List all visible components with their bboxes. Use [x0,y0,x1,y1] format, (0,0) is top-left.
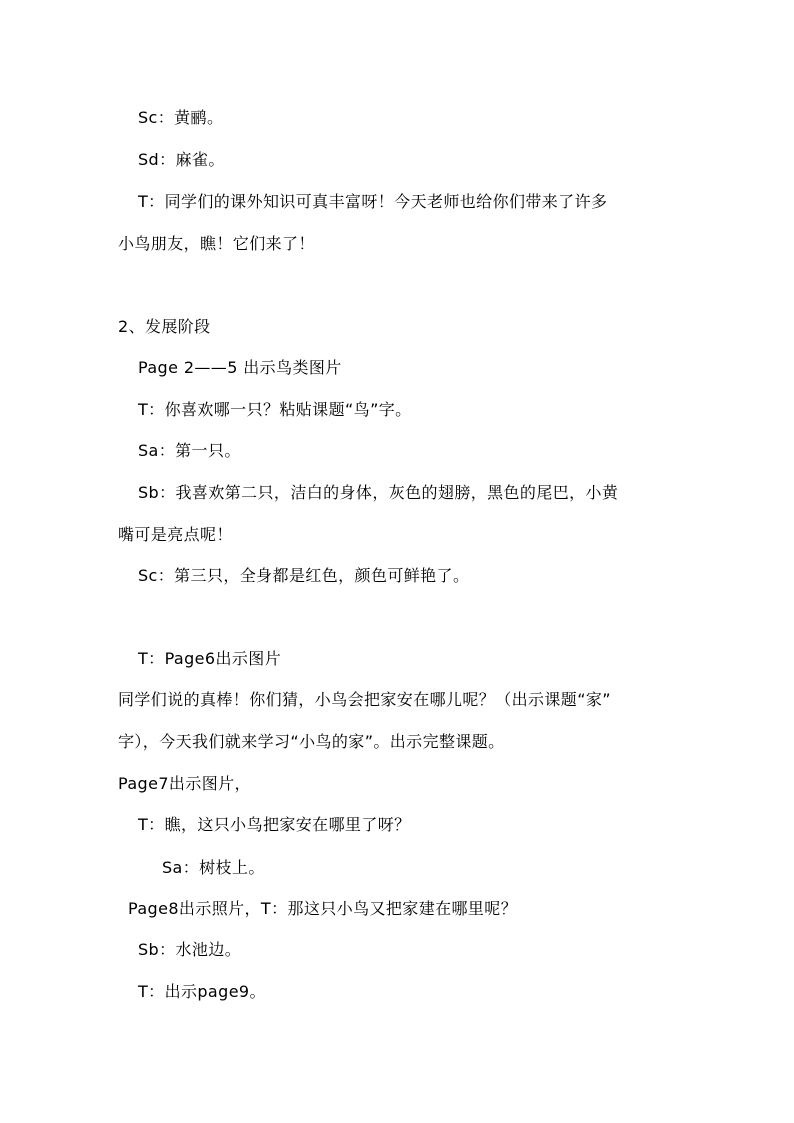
text-line-sa-branch: Sa：树枝上。 [162,858,265,877]
text-line-page8: Page8出示照片，T：那这只小鸟又把家建在哪里呢？ [128,899,518,918]
text-line-guess: 同学们说的真棒！你们猜，小鸟会把家安在哪儿呢？（出示课题“家” [118,690,611,709]
text-line-page6: T：Page6出示图片 [138,649,282,668]
text-line-sb-answer-cont: 嘴可是亮点呢！ [118,525,233,544]
text-line-teacher-praise: T：同学们的课外知识可真丰富呀！今天老师也给你们带来了许多 [138,192,608,211]
text-line-sa-answer: Sa：第一只。 [138,441,241,460]
text-line-sc-third: Sc：第三只，全身都是红色，颜色可鲜艳了。 [138,566,470,585]
section-heading: 2、发展阶段 [118,317,211,336]
text-line-guess-cont: 字），今天我们就来学习“小鸟的家”。出示完整课题。 [118,732,505,751]
text-line-page9: T：出示page9。 [138,982,266,1001]
text-line-page-2-5: Page 2——5 出示鸟类图片 [138,358,342,377]
text-line-sc-answer: Sc：黄鹂。 [138,108,224,127]
text-line-sb-pool: Sb：水池边。 [138,940,242,959]
text-line-teacher-praise-cont: 小鸟朋友，瞧！它们来了！ [118,234,315,253]
text-line-teacher-question: T：你喜欢哪一只？粘贴课题“鸟”字。 [138,400,412,419]
text-line-page7: Page7出示图片， [118,774,251,793]
text-line-sd-answer: Sd：麻雀。 [138,150,225,169]
text-line-teacher-look: T：瞧，这只小鸟把家安在哪里了呀？ [138,815,411,834]
text-line-sb-answer: Sb：我喜欢第二只，洁白的身体，灰色的翅膀，黑色的尾巴，小黄 [138,483,619,502]
